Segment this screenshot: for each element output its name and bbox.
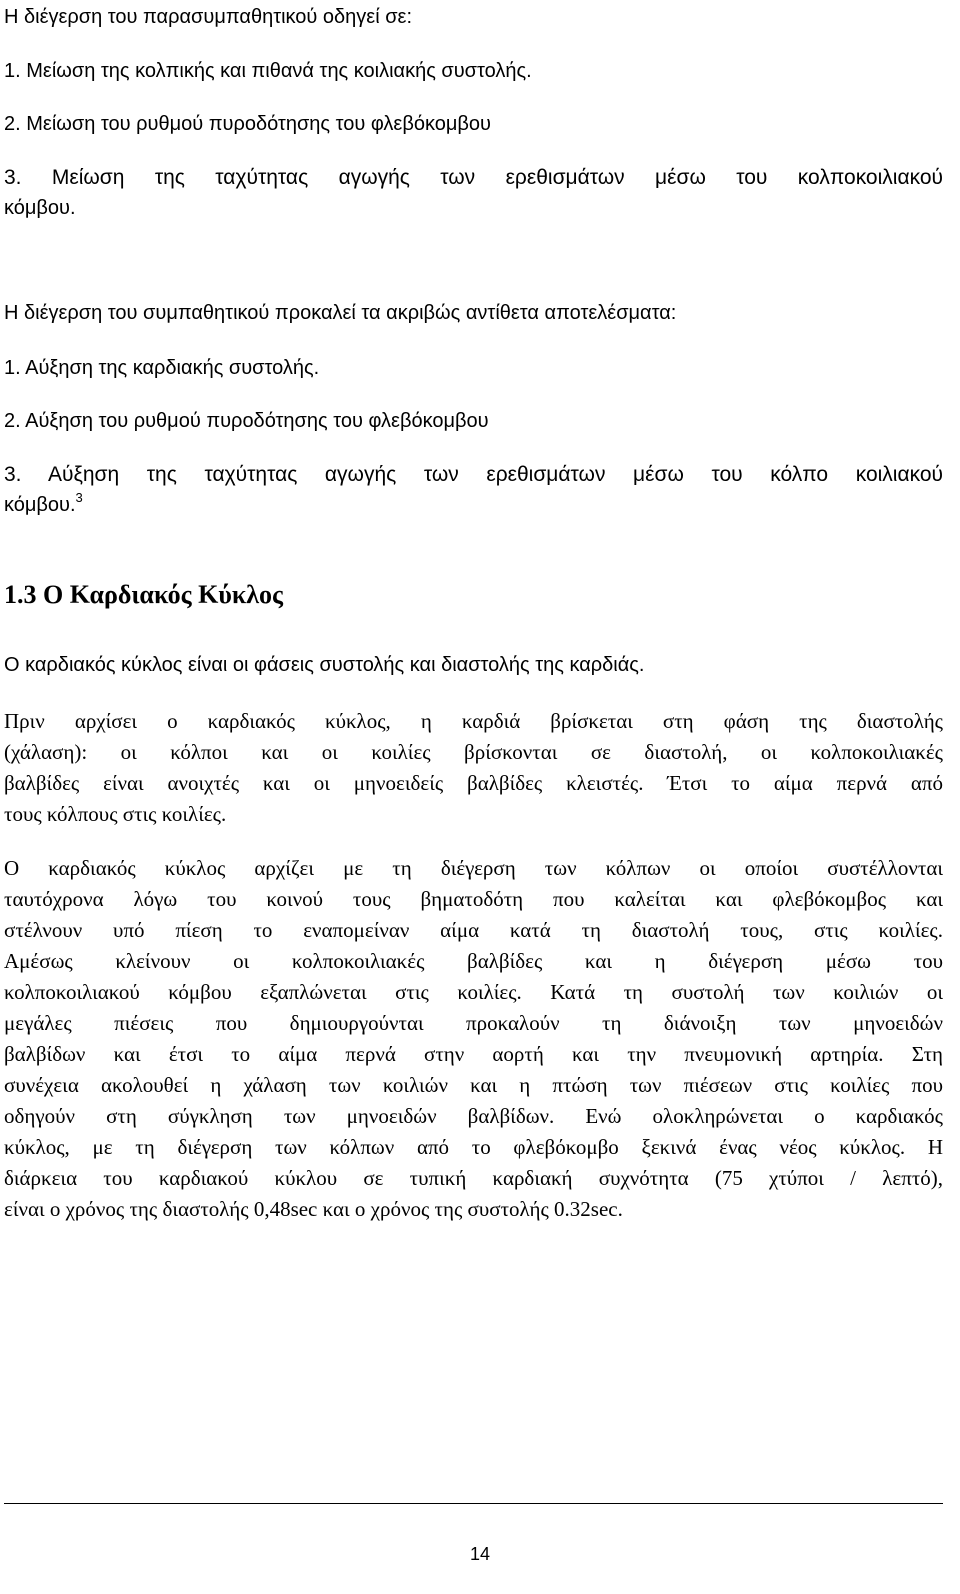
footnote-reference[interactable]: 3: [75, 490, 83, 505]
para2-line: βαλβίδων και έτσι το αίμα περνά στην αορτή και την πνευμονική αρτηρία. Στη: [4, 1042, 943, 1066]
para2-line: μεγάλες πιέσεις που δημιουργούνται προκαλούν τη διάνοιξη των μηνοειδών: [4, 1011, 943, 1035]
para2-line: Αμέσως κλείνουν οι κολποκοιλιακές βαλβίδες και η διέγερση μέσω του: [4, 949, 943, 973]
item-3-line-2-text: κόμβου.: [4, 494, 76, 516]
item-3-text: 3. Αύξηση της ταχύτητας αγωγής των ερεθισμάτων μέσω του κόλπο κοιλιακού: [4, 463, 943, 486]
sympathetic-intro: Η διέγερση του συμπαθητικού προκαλεί τα ακριβώς αντίθετα αποτελέσματα:: [4, 302, 677, 324]
para2-line: κύκλος, με τη διέγερση των κόλπων από το φλεβόκομβο ξεκινά ένας νέος κύκλος. Η: [4, 1135, 943, 1159]
sympathetic-item-3-line-2: [4, 492, 83, 518]
parasympathetic-item-3-line-2: κόμβου.: [4, 197, 76, 219]
para2-line: συνέχεια ακολουθεί η χάλαση των κοιλιών και η πτώση των πιέσεων στις κοιλίες που: [4, 1073, 943, 1097]
para1-line: Πριν αρχίσει ο καρδιακός κύκλος, η καρδιά βρίσκεται στη φάση της διαστολής: [4, 709, 943, 733]
item-3-text: 3. Μείωση της ταχύτητας αγωγής των ερεθισμάτων μέσω του κολποκοιλιακού: [4, 166, 943, 189]
para1-line: βαλβίδες είναι ανοιχτές και οι μηνοειδείς βαλβίδες κλειστές. Έτσι το αίμα περνά από: [4, 771, 943, 795]
sympathetic-item-2: 2. Αύξηση του ρυθμού πυροδότησης του φλεβόκομβου: [4, 410, 489, 432]
parasympathetic-item-3-line-1: [4, 165, 943, 191]
parasympathetic-intro: Η διέγερση του παρασυμπαθητικού οδηγεί σε:: [4, 6, 413, 28]
para2-line: στέλνουν υπό πίεση το εναπομείναν αίμα κατά τη διαστολή τους, στις κοιλίες.: [4, 918, 943, 942]
sympathetic-item-1: 1. Αύξηση της καρδιακής συστολής.: [4, 357, 320, 379]
para2-line: ταυτόχρονα λόγω του κοινού τους βηματοδότη που καλείται και φλεβόκομβος και: [4, 887, 943, 911]
parasympathetic-item-1: 1. Μείωση της κολπικής και πιθανά της κοιλιακής συστολής.: [4, 60, 532, 82]
para2-line: κολποκοιλιακού κόμβου εξαπλώνεται στις κοιλίες. Κατά τη συστολή των κοιλιών οι: [4, 980, 943, 1004]
sympathetic-item-3-line-1: [4, 462, 943, 488]
para2-line: Ο καρδιακός κύκλος αρχίζει με τη διέγερση των κόλπων οι οποίοι συστέλλονται: [4, 856, 943, 880]
page-number: 14: [469, 1544, 491, 1564]
para2-line: οδηγούν στη σύγκληση των μηνοειδών βαλβίδων. Ενώ ολοκληρώνεται ο καρδιακός: [4, 1104, 943, 1128]
para2-line-last: είναι ο χρόνος της διαστολής 0,48sec και ο χρόνος της συστολής 0.32sec.: [4, 1197, 623, 1221]
section-heading: 1.3 Ο Καρδιακός Κύκλος: [4, 580, 283, 609]
footer-rule: [4, 1503, 943, 1504]
para1-line-last: τους κόλπους στις κοιλίες.: [4, 802, 227, 826]
para1-line: (χάλαση): οι κόλποι και οι κοιλίες βρίσκονται σε διαστολή, οι κολποκοιλιακές: [4, 740, 943, 764]
parasympathetic-item-2: 2. Μείωση του ρυθμού πυροδότησης του φλεβόκομβου: [4, 113, 491, 135]
section-definition: Ο καρδιακός κύκλος είναι οι φάσεις συστολής και διαστολής της καρδιάς.: [4, 654, 645, 676]
para2-line: διάρκεια του καρδιακού κύκλου σε τυπική καρδιακή συχνότητα (75 χτύποι / λεπτό),: [4, 1166, 943, 1190]
